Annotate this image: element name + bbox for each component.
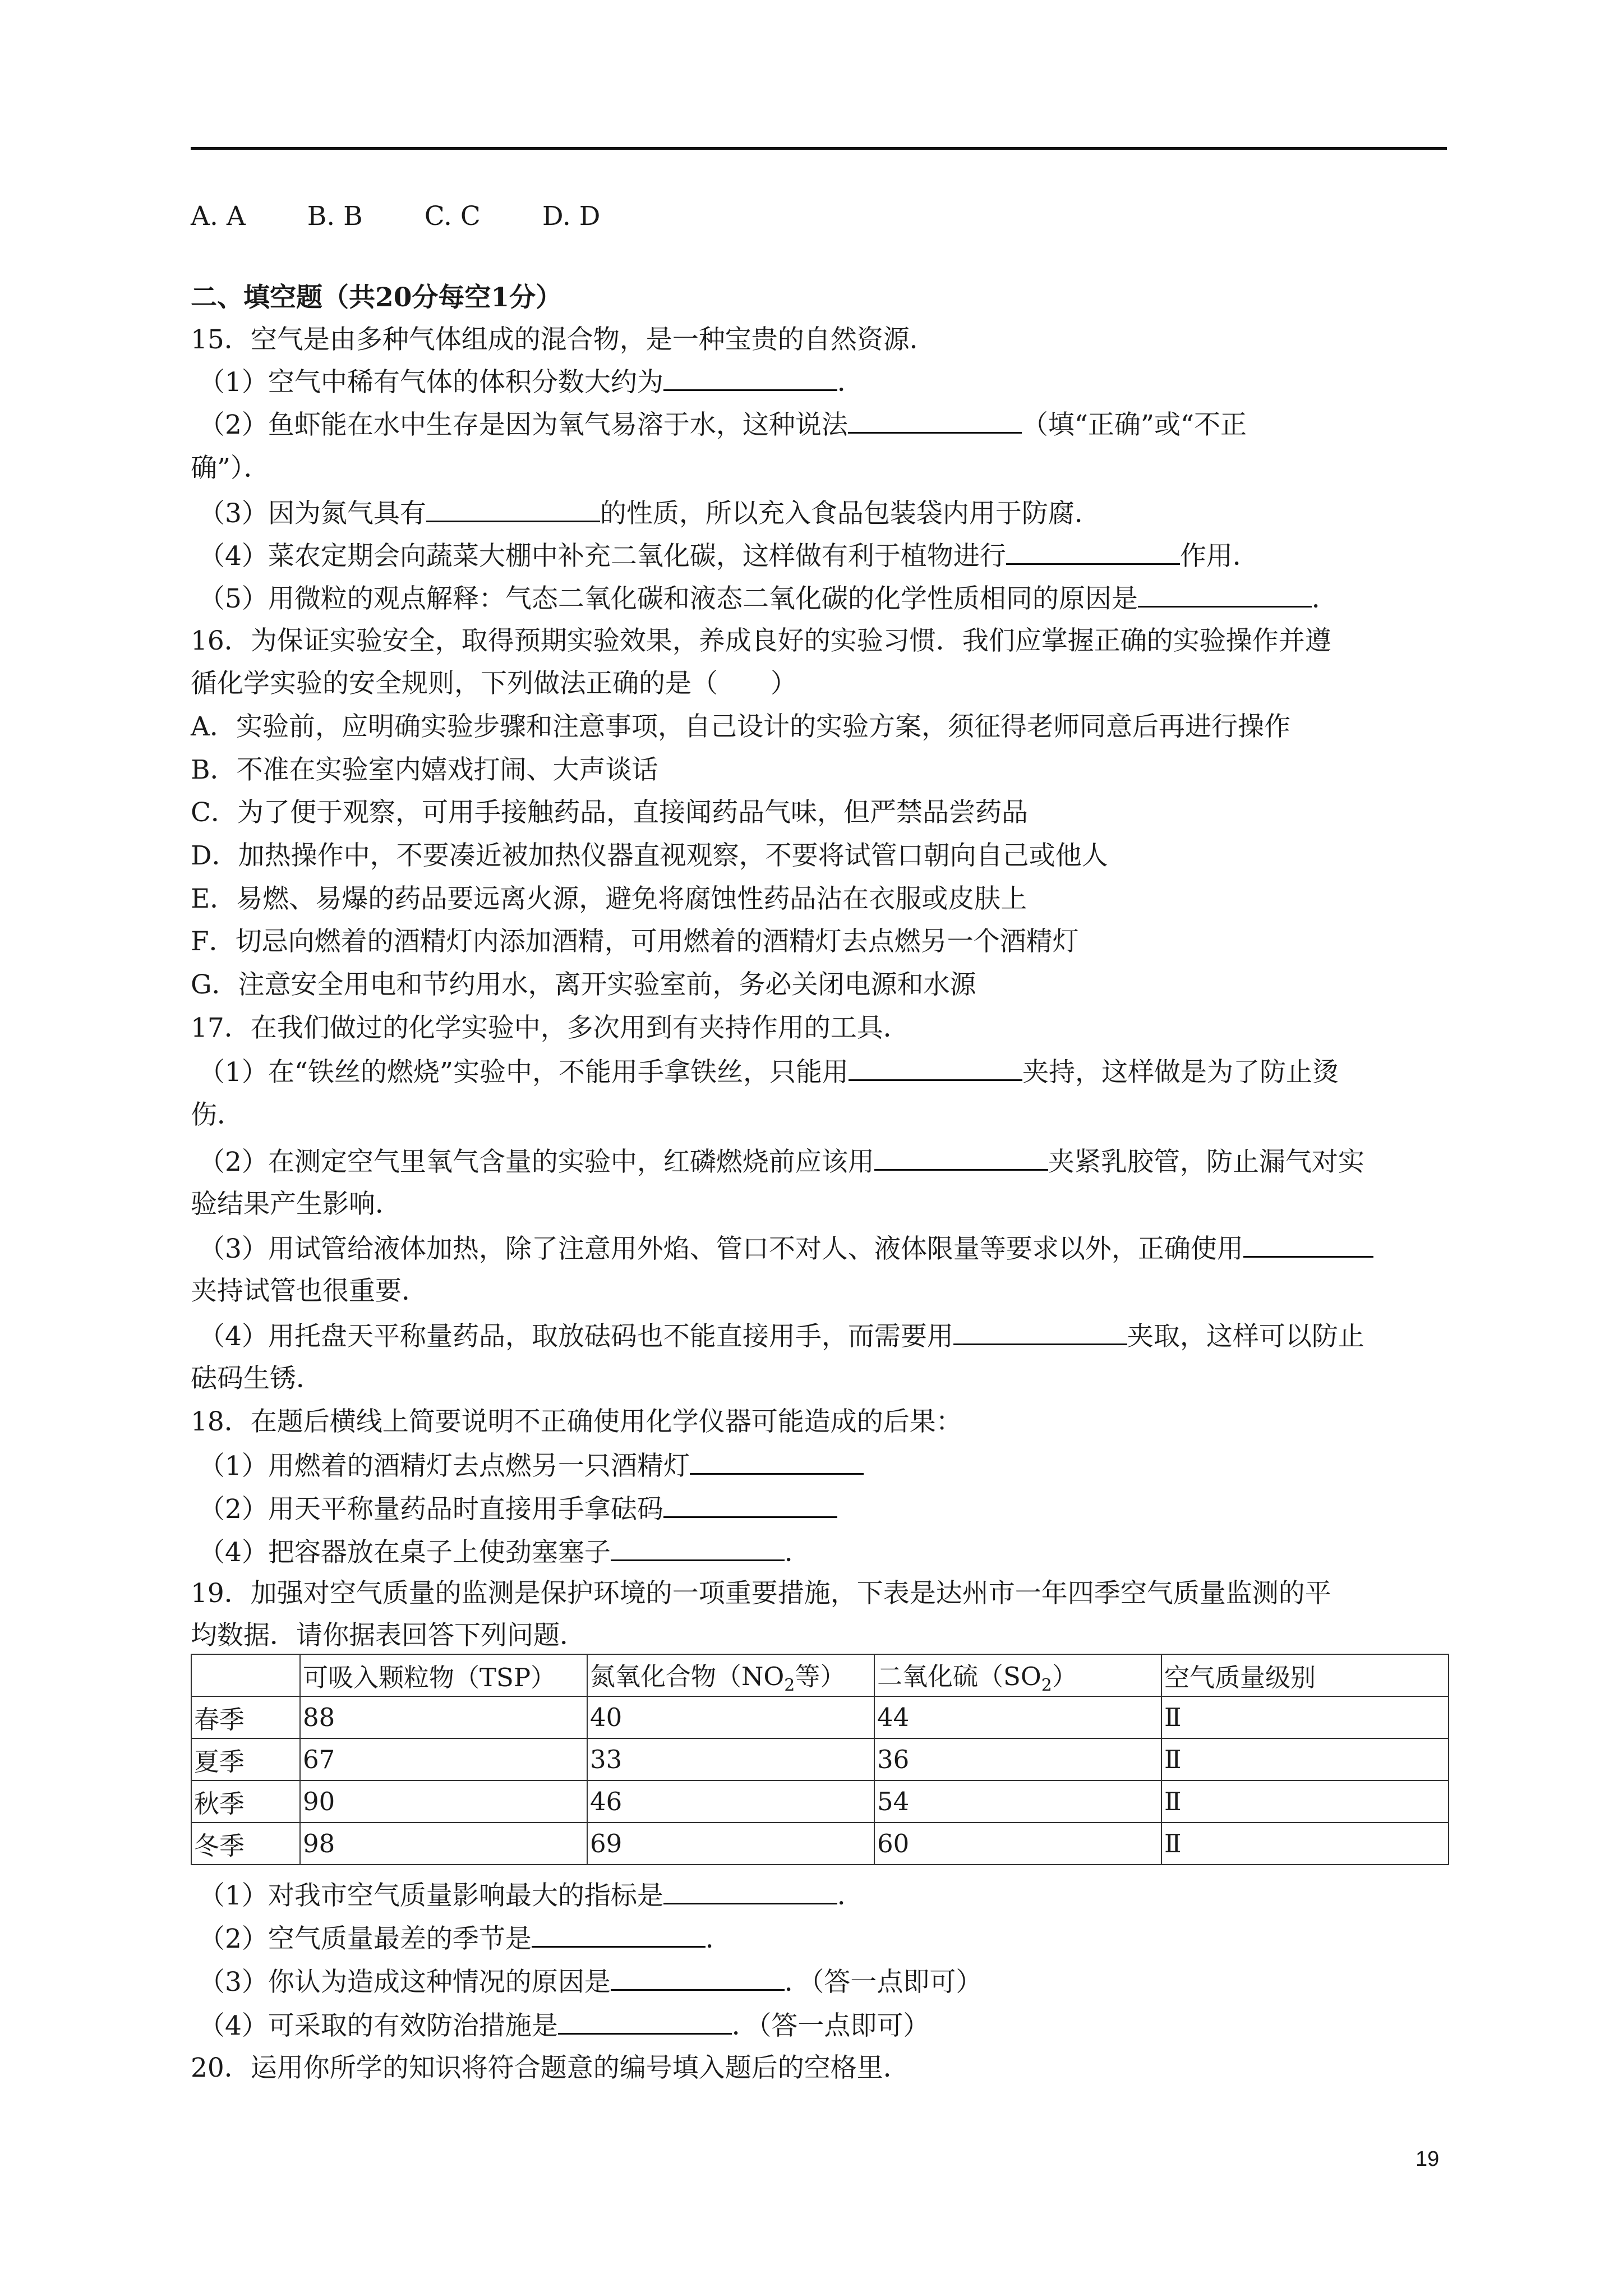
table-cell: 40 bbox=[587, 1696, 874, 1738]
table-cell: 54 bbox=[874, 1780, 1161, 1823]
q15-part1 bbox=[199, 365, 864, 399]
table-row bbox=[191, 1823, 1449, 1865]
q19-part2-end: ． bbox=[705, 1924, 732, 1954]
q15-part5-text: （5）用微粒的观点解释：气态二氧化碳和液态二氧化碳的化学性质相同的原因是 bbox=[199, 583, 1138, 614]
q19-part2 bbox=[199, 1921, 732, 1956]
answer-blank[interactable] bbox=[849, 1055, 1022, 1081]
table-row bbox=[191, 1696, 1449, 1738]
q17-part1-text: （1）在“铁丝的燃烧”实验中，不能用手拿铁丝，只能用 bbox=[199, 1057, 849, 1088]
q17-part1-cont: 伤． bbox=[191, 1099, 243, 1130]
option-a: A. A bbox=[191, 201, 246, 232]
q15-part1-end: ． bbox=[837, 367, 864, 398]
q17-part3-cont: 夹持试管也很重要． bbox=[191, 1276, 428, 1306]
header-text: 等） bbox=[795, 1661, 846, 1691]
q19-part3-end: ．（答一点即可） bbox=[784, 1967, 983, 1998]
q15-part5 bbox=[199, 581, 1338, 616]
q19-stem-1: 19．加强对空气质量的监测是保护环境的一项重要措施，下表是达州市一年四季空气质量监测的平 bbox=[191, 1578, 1331, 1609]
table-cell: 67 bbox=[300, 1738, 587, 1780]
q19-stem-2: 均数据．请你据表回答下列问题． bbox=[191, 1620, 586, 1651]
q17-part1-end: 夹持，这样做是为了防止烫 bbox=[1022, 1057, 1339, 1088]
table-cell: 98 bbox=[300, 1823, 587, 1865]
q16-stem-1: 16．为保证实验安全，取得预期实验效果，养成良好的实验习惯．我们应掌握正确的实验操作并遵 bbox=[191, 625, 1331, 656]
answer-blank[interactable] bbox=[1006, 539, 1180, 565]
q16-option-b: B．不准在实验室内嬉戏打闹、大声谈话 bbox=[191, 754, 658, 785]
table-cell: 69 bbox=[587, 1823, 874, 1865]
header-rule bbox=[191, 147, 1447, 150]
table-cell: 秋季 bbox=[191, 1780, 300, 1823]
table-header-cell: 空气质量级别 bbox=[1161, 1654, 1449, 1696]
table-header-cell bbox=[874, 1654, 1161, 1696]
section-title: 二、填空题（共20分每空1分） bbox=[191, 282, 562, 313]
q17-part1 bbox=[199, 1055, 1339, 1089]
answer-options bbox=[191, 200, 662, 233]
q19-part1 bbox=[199, 1878, 864, 1913]
table-cell: Ⅱ bbox=[1161, 1823, 1449, 1865]
answer-blank[interactable] bbox=[953, 1319, 1127, 1345]
q17-part2-end: 夹紧乳胶管，防止漏气对实 bbox=[1048, 1147, 1364, 1177]
q15-part2-end: （填“正确”或“不正 bbox=[1021, 409, 1247, 440]
q19-part4 bbox=[199, 2008, 929, 2043]
table-cell: 33 bbox=[587, 1738, 874, 1780]
answer-blank[interactable] bbox=[611, 1535, 785, 1561]
q18-stem: 18．在题后横线上简要说明不正确使用化学仪器可能造成的后果： bbox=[191, 1406, 962, 1437]
table-row bbox=[191, 1738, 1449, 1780]
table-cell: Ⅱ bbox=[1161, 1780, 1449, 1823]
air-quality-table bbox=[191, 1654, 1449, 1865]
q16-option-g: G．注意安全用电和节约用水，离开实验室前，务必关闭电源和水源 bbox=[191, 969, 976, 1000]
table-cell: 夏季 bbox=[191, 1738, 300, 1780]
q16-option-c: C．为了便于观察，可用手接触药品，直接闻药品气味，但严禁品尝药品 bbox=[191, 797, 1028, 828]
answer-blank[interactable] bbox=[690, 1448, 864, 1475]
q17-part4-end: 夹取，这样可以防止 bbox=[1127, 1321, 1364, 1352]
q17-part4-text: （4）用托盘天平称量药品，取放砝码也不能直接用手，而需要用 bbox=[199, 1321, 953, 1352]
q18-part1 bbox=[199, 1448, 864, 1483]
q17-part4-cont: 砝码生锈． bbox=[191, 1363, 322, 1394]
table-cell: 88 bbox=[300, 1696, 587, 1738]
q19-part4-text: （4）可采取的有效防治措施是 bbox=[199, 2010, 558, 2041]
table-header-cell: 可吸入颗粒物（TSP） bbox=[300, 1654, 587, 1696]
table-cell: 46 bbox=[587, 1780, 874, 1823]
q19-part3 bbox=[199, 1964, 982, 1999]
q18-part1-text: （1）用燃着的酒精灯去点燃另一只酒精灯 bbox=[199, 1451, 690, 1481]
answer-blank[interactable] bbox=[848, 407, 1022, 434]
table-header-cell bbox=[191, 1654, 300, 1696]
table-cell: 36 bbox=[874, 1738, 1161, 1780]
q15-part5-end: ． bbox=[1311, 583, 1338, 614]
q16-option-d: D．加热操作中，不要凑近被加热仪器直视观察，不要将试管口朝向自己或他人 bbox=[191, 840, 1108, 871]
header-text: 二氧化硫（SO bbox=[877, 1661, 1041, 1691]
option-c: C. C bbox=[424, 201, 481, 232]
answer-blank[interactable] bbox=[532, 1921, 706, 1948]
q17-part2-text: （2）在测定空气里氧气含量的实验中，红磷燃烧前应该用 bbox=[199, 1147, 874, 1177]
answer-blank[interactable] bbox=[1243, 1231, 1373, 1258]
header-text: 氮氧化合物（NO bbox=[590, 1661, 785, 1691]
table-header-row bbox=[191, 1654, 1449, 1696]
q17-part4 bbox=[199, 1319, 1364, 1354]
q15-part4-text: （4）菜农定期会向蔬菜大棚中补充二氧化碳，这样做有利于植物进行 bbox=[199, 541, 1006, 572]
q15-part4 bbox=[199, 539, 1259, 573]
q20-stem: 20．运用你所学的知识将符合题意的编号填入题后的空格里． bbox=[191, 2053, 910, 2083]
q17-stem: 17．在我们做过的化学实验中，多次用到有夹持作用的工具． bbox=[191, 1013, 910, 1043]
q15-part2-cont: 确”）． bbox=[191, 453, 270, 484]
q15-part3-text: （3）因为氮气具有 bbox=[199, 498, 426, 529]
q17-part3-text: （3）用试管给液体加热，除了注意用外焰、管口不对人、液体限量等要求以外，正确使用 bbox=[199, 1234, 1243, 1264]
q15-stem: 15．空气是由多种气体组成的混合物，是一种宝贵的自然资源． bbox=[191, 324, 936, 355]
page-number: 19 bbox=[1415, 2147, 1440, 2171]
q18-part2 bbox=[199, 1492, 837, 1526]
q18-part4-end: ． bbox=[784, 1537, 811, 1568]
answer-blank[interactable] bbox=[558, 2008, 732, 2035]
answer-blank[interactable] bbox=[663, 1878, 837, 1904]
table-row bbox=[191, 1780, 1449, 1823]
table-cell: 90 bbox=[300, 1780, 587, 1823]
answer-blank[interactable] bbox=[426, 496, 600, 522]
header-subscript: 2 bbox=[784, 1675, 795, 1695]
answer-blank[interactable] bbox=[663, 365, 837, 391]
q18-part4 bbox=[199, 1535, 811, 1570]
header-text: ） bbox=[1052, 1661, 1077, 1691]
table-cell: Ⅱ bbox=[1161, 1696, 1449, 1738]
q19-part1-text: （1）对我市空气质量影响最大的指标是 bbox=[199, 1880, 663, 1911]
q16-option-f: F．切忌向燃着的酒精灯内添加酒精，可用燃着的酒精灯去点燃另一个酒精灯 bbox=[191, 926, 1079, 957]
q15-part3 bbox=[199, 496, 1101, 531]
q15-part4-end: 作用． bbox=[1179, 541, 1259, 572]
q17-part2-cont: 验结果产生影响． bbox=[191, 1189, 402, 1220]
table-cell: 44 bbox=[874, 1696, 1161, 1738]
q19-part1-end: ． bbox=[837, 1880, 864, 1911]
answer-blank[interactable] bbox=[611, 1964, 785, 1991]
q16-option-a: A．实验前，应明确实验步骤和注意事项，自己设计的实验方案，须征得老师同意后再进行操作 bbox=[191, 711, 1290, 742]
table-cell: 60 bbox=[874, 1823, 1161, 1865]
option-b: B. B bbox=[307, 201, 363, 232]
option-d: D. D bbox=[542, 201, 601, 232]
q18-part2-text: （2）用天平称量药品时直接用手拿砝码 bbox=[199, 1494, 663, 1525]
q19-part3-text: （3）你认为造成这种情况的原因是 bbox=[199, 1967, 611, 1998]
q17-part2 bbox=[199, 1144, 1364, 1179]
table-cell: 春季 bbox=[191, 1696, 300, 1738]
q15-part2 bbox=[199, 407, 1247, 442]
q15-part3-end: 的性质，所以充入食品包装袋内用于防腐． bbox=[600, 498, 1101, 529]
table-cell: Ⅱ bbox=[1161, 1738, 1449, 1780]
table-cell: 冬季 bbox=[191, 1823, 300, 1865]
answer-blank[interactable] bbox=[1138, 581, 1312, 608]
q17-part3 bbox=[199, 1231, 1373, 1266]
q16-stem-2: 循化学实验的安全规则，下列做法正确的是（ ） bbox=[191, 668, 797, 699]
header-subscript: 2 bbox=[1041, 1675, 1052, 1695]
table-header-cell bbox=[587, 1654, 874, 1696]
answer-blank[interactable] bbox=[874, 1144, 1048, 1171]
q18-part4-text: （4）把容器放在桌子上使劲塞塞子 bbox=[199, 1537, 611, 1568]
q15-part1-text: （1）空气中稀有气体的体积分数大约为 bbox=[199, 367, 663, 398]
q15-part2-text: （2）鱼虾能在水中生存是因为氧气易溶于水，这种说法 bbox=[199, 409, 848, 440]
answer-blank[interactable] bbox=[663, 1492, 837, 1518]
q19-part2-text: （2）空气质量最差的季节是 bbox=[199, 1924, 532, 1954]
q16-option-e: E．易燃、易爆的药品要远离火源，避免将腐蚀性药品沾在衣服或皮肤上 bbox=[191, 884, 1027, 914]
q19-part4-end: ．（答一点即可） bbox=[731, 2010, 930, 2041]
